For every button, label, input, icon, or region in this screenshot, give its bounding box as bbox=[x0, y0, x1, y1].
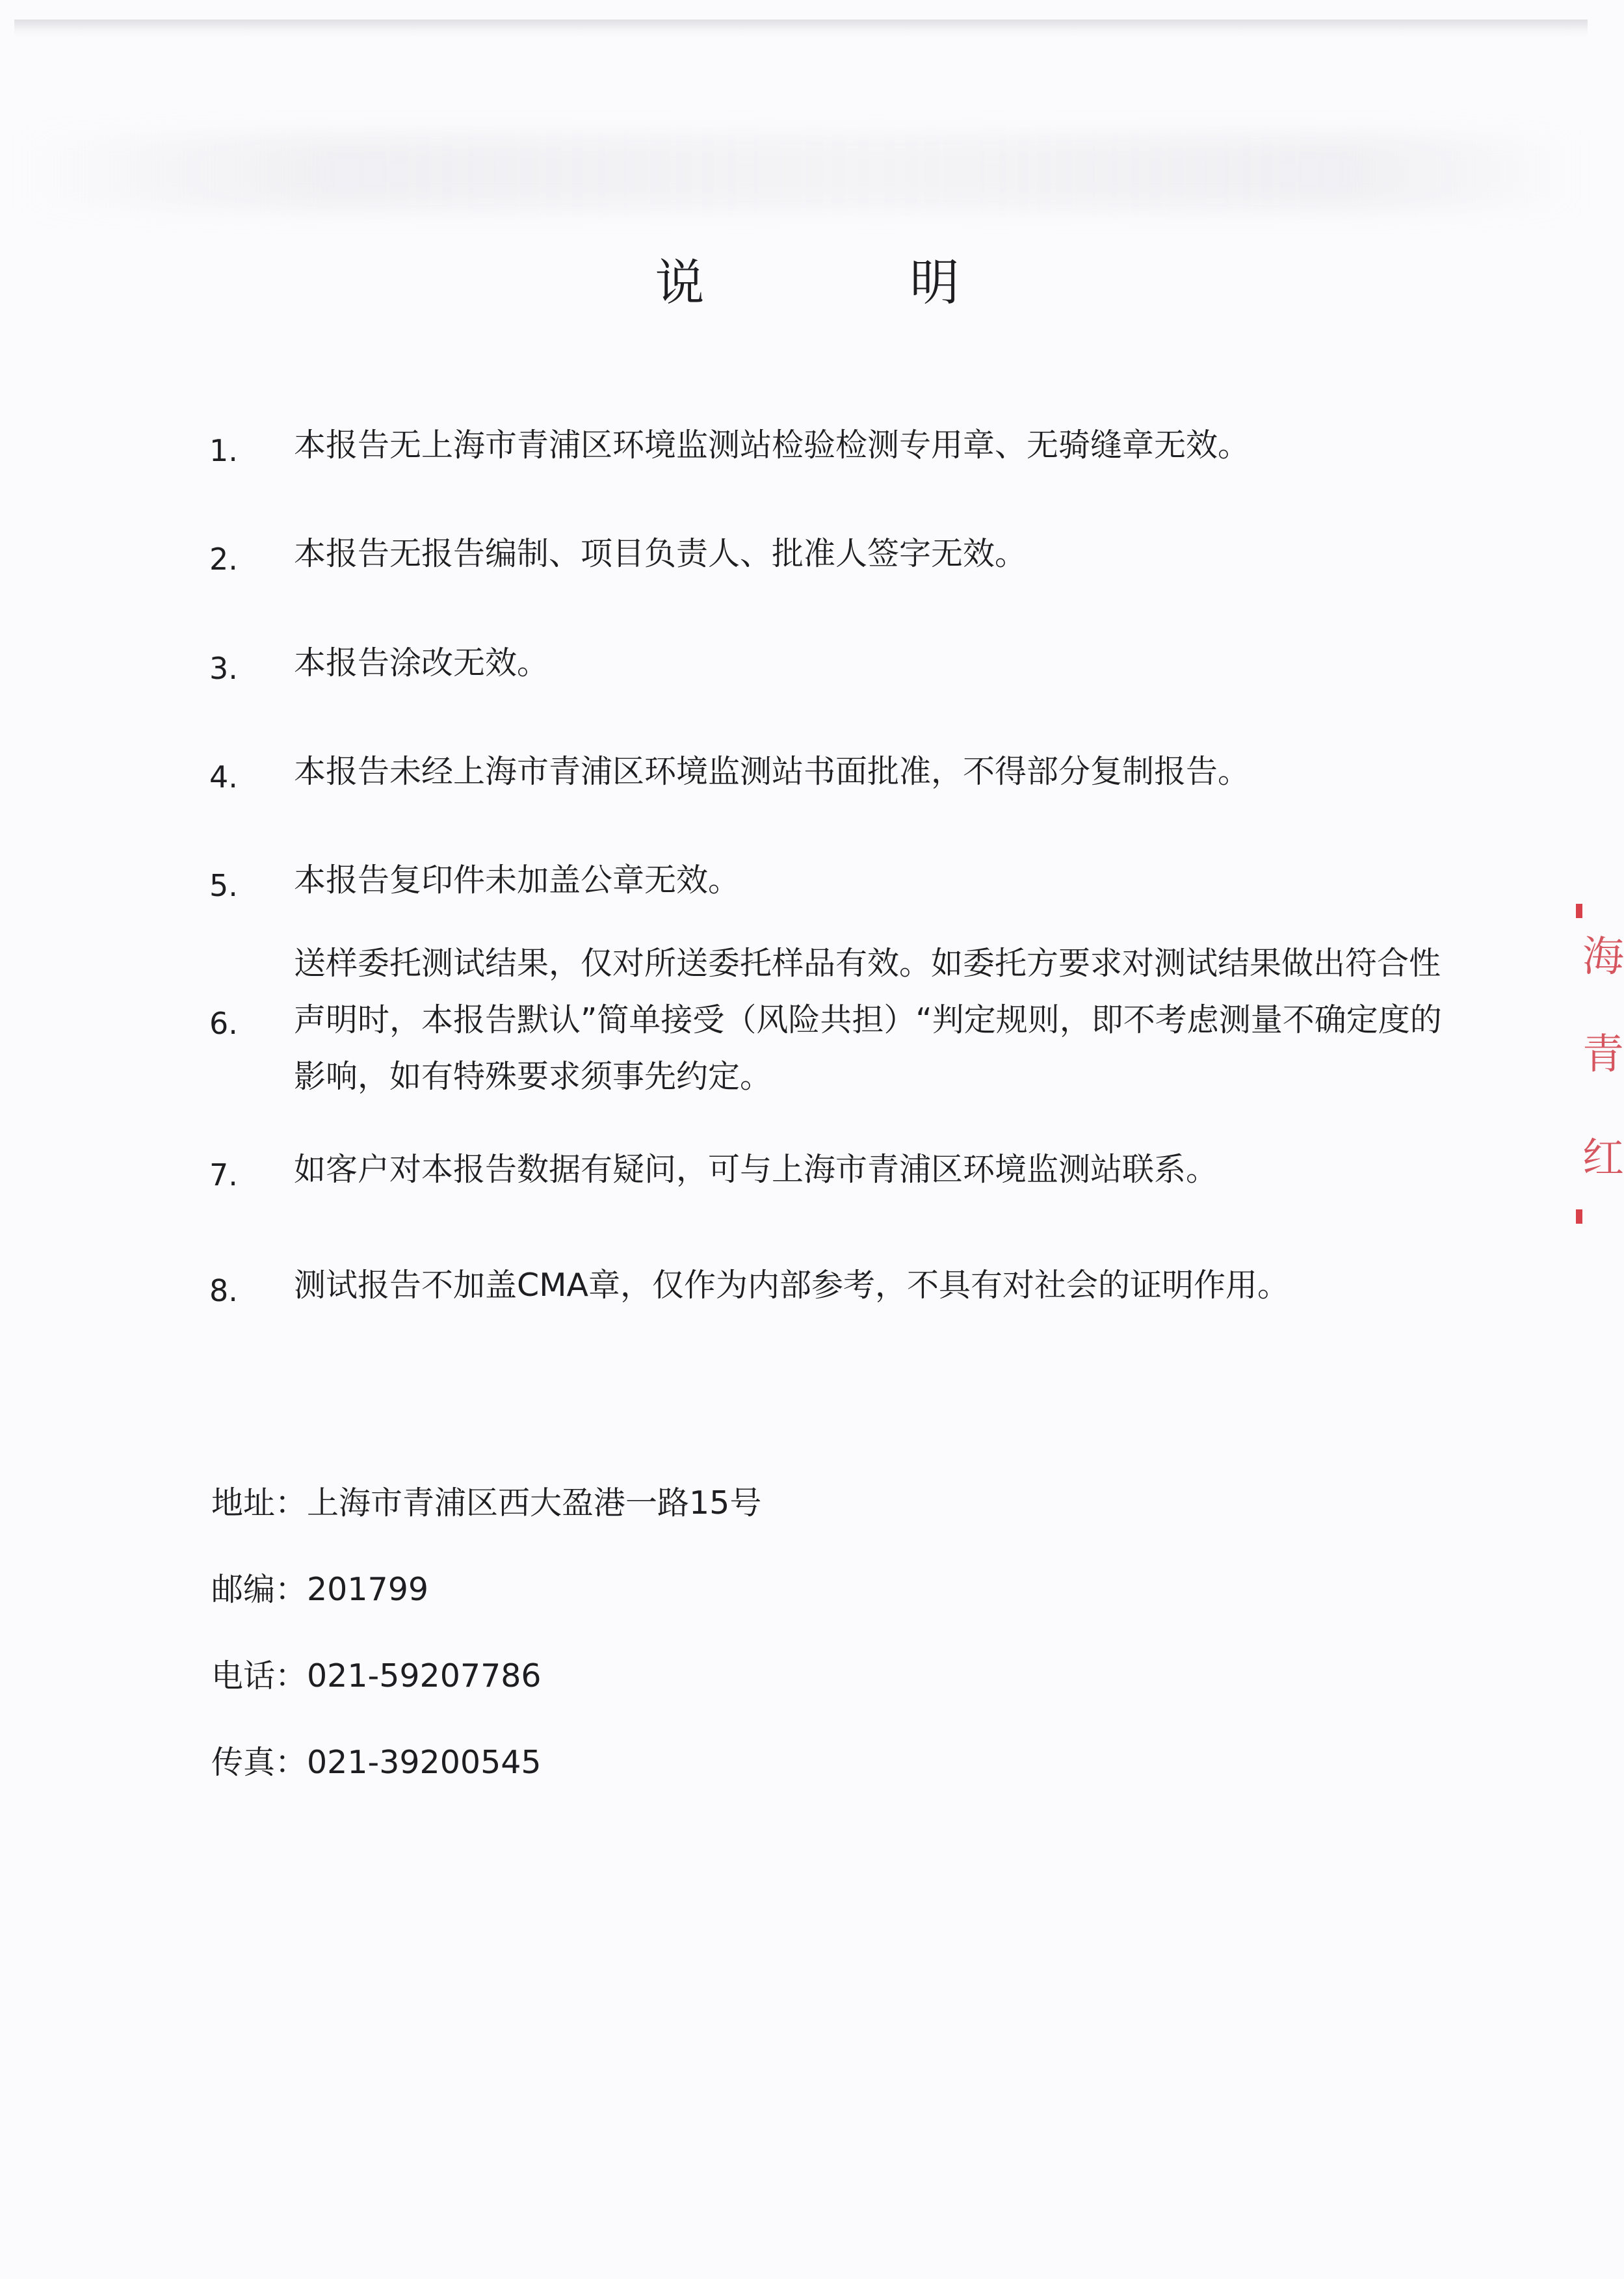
note-number: 4. bbox=[209, 759, 238, 795]
contact-postcode: 邮编：201799 bbox=[211, 1571, 429, 1608]
note-number: 5. bbox=[209, 868, 238, 903]
note-text: 送样委托测试结果，仅对所送委托样品有效。如委托方要求对测试结果做出符合性声明时，本报告默认”简单接受（风险共担）“判定规则，即不考虑测量不确定度的影响，如有特殊要求须事先约定。 bbox=[294, 945, 1442, 1095]
page-title: 说 明 bbox=[655, 254, 1038, 311]
partial-seal-stamp bbox=[1573, 904, 1624, 1226]
note-text: 本报告未经上海市青浦区环境监测站书面批准，不得部分复制报告。 bbox=[294, 753, 1250, 790]
seal-mark bbox=[1576, 1209, 1582, 1224]
note-text: 如客户对本报告数据有疑问，可与上海市青浦区环境监测站联系。 bbox=[294, 1151, 1218, 1188]
note-number: 7. bbox=[209, 1157, 238, 1192]
note-text: 本报告复印件未加盖公章无效。 bbox=[294, 862, 740, 899]
seal-mark bbox=[1576, 904, 1582, 918]
note-number: 2. bbox=[209, 542, 238, 577]
note-text: 本报告涂改无效。 bbox=[294, 644, 549, 681]
note-text: 本报告无报告编制、项目负责人、批准人签字无效。 bbox=[294, 535, 1027, 572]
note-number: 1. bbox=[209, 433, 238, 468]
seal-glyph: 青 bbox=[1582, 1031, 1624, 1079]
seal-glyph: 红 bbox=[1582, 1135, 1624, 1183]
scan-edge-shadow bbox=[14, 20, 1588, 38]
contact-address: 地址：上海市青浦区西大盈港一路15号 bbox=[211, 1484, 762, 1522]
note-number: 6. bbox=[209, 1006, 238, 1041]
contact-fax: 传真：021-39200545 bbox=[211, 1744, 542, 1781]
scan-bleed-through bbox=[20, 137, 1580, 208]
note-number: 8. bbox=[209, 1273, 238, 1308]
contact-phone: 电话：021-59207786 bbox=[211, 1657, 542, 1694]
note-text: 测试报告不加盖CMA章，仅作为内部参考，不具有对社会的证明作用。 bbox=[294, 1267, 1290, 1304]
seal-glyph: 海 bbox=[1582, 933, 1624, 981]
note-number: 3. bbox=[209, 651, 238, 686]
note-text: 本报告无上海市青浦区环境监测站检验检测专用章、无骑缝章无效。 bbox=[294, 427, 1250, 464]
